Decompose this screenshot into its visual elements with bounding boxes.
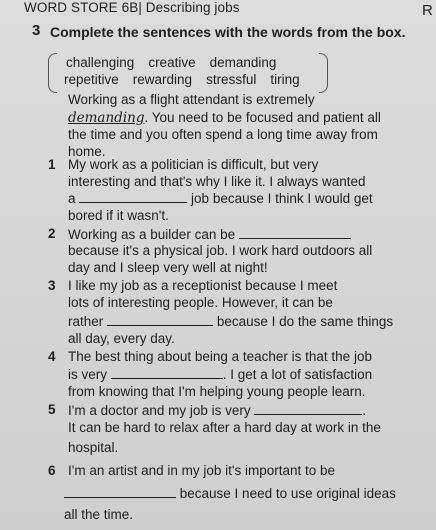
item-4-line-2 <box>68 366 372 382</box>
word-box-word: repetitive <box>64 72 119 87</box>
item-1-line-4: bored if it wasn't. <box>68 208 169 223</box>
item-4-line-2-end: . I get a lot of satisfaction <box>222 367 373 382</box>
item-6-line-2 <box>64 485 396 501</box>
item-2-answer-blank[interactable] <box>239 226 351 239</box>
item-3-number: 3 <box>48 278 56 293</box>
example-line-2 <box>68 110 381 126</box>
item-2-line-1 <box>68 226 351 242</box>
question-number: 3 <box>32 22 41 39</box>
item-1-line-3-end: job because I think I would get <box>191 191 373 206</box>
example-line-3: the time and you often spend a long time away from <box>68 127 378 142</box>
item-5-line-3: hospital. <box>68 440 119 455</box>
item-4-answer-blank[interactable] <box>111 366 223 379</box>
word-box-row-2 <box>64 72 314 87</box>
item-3-answer-blank[interactable] <box>107 313 213 326</box>
item-3-line-4: all day, every day. <box>68 331 175 346</box>
item-4-line-2-start: is very <box>68 367 108 382</box>
word-box-word: stressful <box>206 72 257 87</box>
example-answer: demanding <box>68 110 145 126</box>
example-line-2-rest: . You need to be focused and patient all <box>144 110 381 125</box>
item-1-line-3-start: a <box>68 191 76 206</box>
question-instruction: Complete the sentences with the words from the box. <box>50 24 406 40</box>
word-box-word: creative <box>148 55 196 70</box>
item-5-line-2: It can be hard to relax after a hard day at work in the <box>68 420 381 435</box>
section-header: WORD STORE 6B| Describing jobs <box>24 0 240 15</box>
item-6-answer-blank[interactable] <box>64 485 176 498</box>
item-1-number: 1 <box>48 157 56 172</box>
item-3-line-2: lots of interesting people. However, it can be <box>68 295 333 310</box>
word-box <box>48 53 328 93</box>
word-box-row-1 <box>66 55 290 70</box>
word-box-word: tiring <box>270 72 300 87</box>
item-3-line-3-end: because I do the same things <box>216 314 394 329</box>
item-4-line-1: The best thing about being a teacher is that the job <box>68 349 372 364</box>
item-6-line-2-text: because I need to use original ideas <box>179 486 396 501</box>
item-4-line-3: from knowing that I'm helping young people learn. <box>68 384 366 399</box>
item-6-line-1: I'm an artist and in my job it's important to be <box>68 463 336 478</box>
item-2-line-3: day and I sleep very well at night! <box>68 260 268 275</box>
item-3-line-3 <box>68 313 393 329</box>
word-box-right-bracket <box>319 53 328 93</box>
word-box-left-bracket <box>48 53 57 93</box>
item-6-number: 6 <box>48 463 56 478</box>
item-5-line-1-end: . <box>362 403 367 418</box>
word-box-word: rewarding <box>132 72 193 87</box>
item-3-line-3-start: rather <box>68 314 104 329</box>
item-5-answer-blank[interactable] <box>254 402 362 415</box>
item-2-line-1-text: Working as a builder can be <box>68 227 236 242</box>
item-1-line-3 <box>68 190 373 206</box>
item-3-line-1: I like my job as a receptionist because I meet <box>68 278 338 293</box>
word-box-word: challenging <box>66 55 135 70</box>
example-line-4: home. <box>68 144 106 159</box>
item-1-answer-blank[interactable] <box>79 190 187 203</box>
item-2-number: 2 <box>48 226 56 241</box>
item-4-number: 4 <box>48 349 56 364</box>
word-box-word: demanding <box>209 55 277 70</box>
item-1-line-2: interesting and that's why I like it. I always wanted <box>68 174 366 189</box>
item-1-line-1: My work as a politician is difficult, but very <box>68 157 319 172</box>
example-line-1: Working as a flight attendant is extremely <box>68 92 315 107</box>
item-5-line-1 <box>68 402 366 418</box>
item-5-line-1-text: I'm a doctor and my job is very <box>68 403 251 418</box>
item-5-number: 5 <box>48 402 56 417</box>
item-6-line-3: all the time. <box>64 507 134 522</box>
header-right-letter: R <box>422 2 433 19</box>
item-2-line-2: because it's a physical job. I work hard outdoors all <box>68 243 373 258</box>
